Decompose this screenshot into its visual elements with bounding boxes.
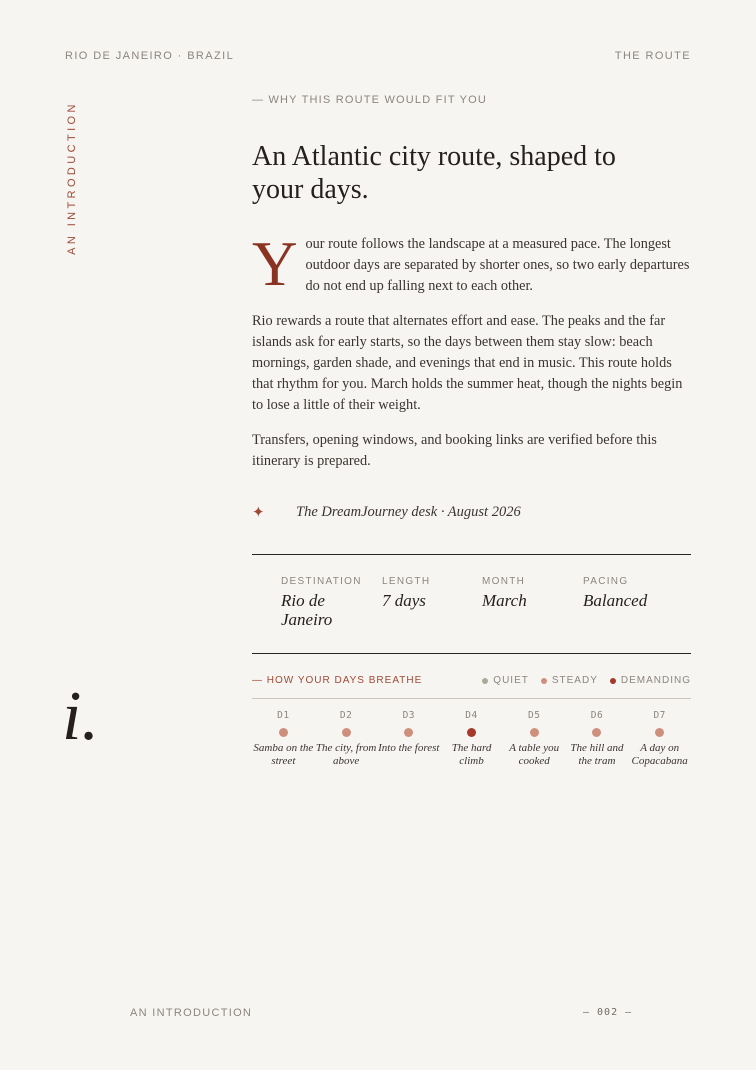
drop-cap: Y [252, 229, 298, 299]
fact-length [382, 576, 472, 610]
day-code: D5 [528, 710, 541, 721]
footer-section: AN INTRODUCTION [130, 1007, 253, 1019]
page-headline: An Atlantic city route, shaped to your days. [252, 141, 616, 205]
fact-destination [281, 576, 377, 629]
fact-value: March [482, 591, 527, 610]
intro-paragraph-1-text: our route follows the landscape at a measured pace. The longest outdoor days are separated by shorter ones, so two early departures do not end up falling next to each other. [305, 236, 690, 294]
day-intensity-dot [592, 728, 601, 737]
day-item [503, 710, 566, 768]
day-code: D6 [590, 710, 604, 721]
day-title: A day on Copacabana [631, 742, 688, 767]
day-title: The city, from above [315, 742, 377, 767]
fact-label: LENGTH [382, 576, 431, 587]
day-rhythm-strip [252, 710, 691, 768]
legend-quiet [482, 675, 529, 686]
day-intensity-dot [342, 728, 351, 737]
legend-label: DEMANDING [620, 675, 691, 686]
day-intensity-dot [655, 728, 664, 737]
fact-label: DESTINATION [281, 576, 362, 587]
intro-paragraph-2: Rio rewards a route that alternates effort and ease. The peaks and the far islands ask for early starts, so the days between them stay slow: beach mornings, garden shade, and evenings that end in music. This route holds that rhythm for you. March holds the summer heat, though the nights begin to lose a little of their weight. [252, 313, 683, 413]
day-item [377, 710, 440, 768]
legend-demanding [610, 675, 691, 686]
trip-facts [252, 554, 691, 654]
legend-label: STEADY [551, 675, 598, 686]
header-location: RIO DE JANEIRO · BRAZIL [65, 50, 235, 62]
legend-steady [541, 675, 598, 686]
day-code: D1 [277, 710, 290, 721]
section-eyebrow: — WHY THIS ROUTE WOULD FIT YOU [252, 94, 488, 106]
day-title: A table you cooked [509, 742, 560, 767]
page-number: — 002 — [583, 1007, 633, 1018]
intro-body [252, 229, 691, 486]
day-item [440, 710, 503, 768]
signoff-text: The DreamJourney desk · August 2026 [296, 504, 521, 520]
day-intensity-dot [279, 728, 288, 737]
fact-month [482, 576, 572, 610]
fact-value: Balanced [583, 591, 648, 610]
fact-label: PACING [583, 576, 629, 587]
day-intensity-dot [467, 728, 476, 737]
legend-dot [541, 678, 547, 684]
fact-pacing [583, 576, 683, 610]
header-section: THE ROUTE [614, 50, 691, 62]
day-item [628, 710, 691, 768]
star-icon: ✦ [252, 505, 265, 521]
side-section-label: AN INTRODUCTION [66, 101, 78, 255]
intro-paragraph-3: Transfers, opening windows, and booking links are verified before this itinerary is prepared. [252, 432, 657, 469]
fact-value: Rio de Janeiro [281, 591, 333, 629]
day-title: The hill and the tram [570, 742, 624, 767]
legend-dot [610, 678, 616, 684]
day-code: D7 [653, 710, 666, 721]
day-code: D4 [465, 710, 478, 721]
day-intensity-dot [530, 728, 539, 737]
rhythm-header [252, 675, 691, 699]
day-title: Into the forest [378, 742, 440, 754]
rhythm-title: — HOW YOUR DAYS BREATHE [252, 675, 423, 686]
legend-dot [482, 678, 488, 684]
chapter-mark: i. [62, 678, 99, 755]
rhythm-legend [482, 675, 691, 686]
signoff [252, 503, 691, 522]
day-item [315, 710, 378, 768]
day-code: D2 [339, 710, 353, 721]
day-intensity-dot [404, 728, 413, 737]
fact-label: MONTH [482, 576, 526, 587]
day-item [566, 710, 629, 768]
day-title: The hard climb [451, 742, 492, 767]
day-code: D3 [402, 710, 416, 721]
fact-value: 7 days [382, 591, 426, 610]
intro-paragraph-1 [252, 229, 691, 299]
legend-label: QUIET [493, 675, 529, 686]
day-item [252, 710, 315, 768]
day-title: Samba on the street [253, 742, 314, 767]
